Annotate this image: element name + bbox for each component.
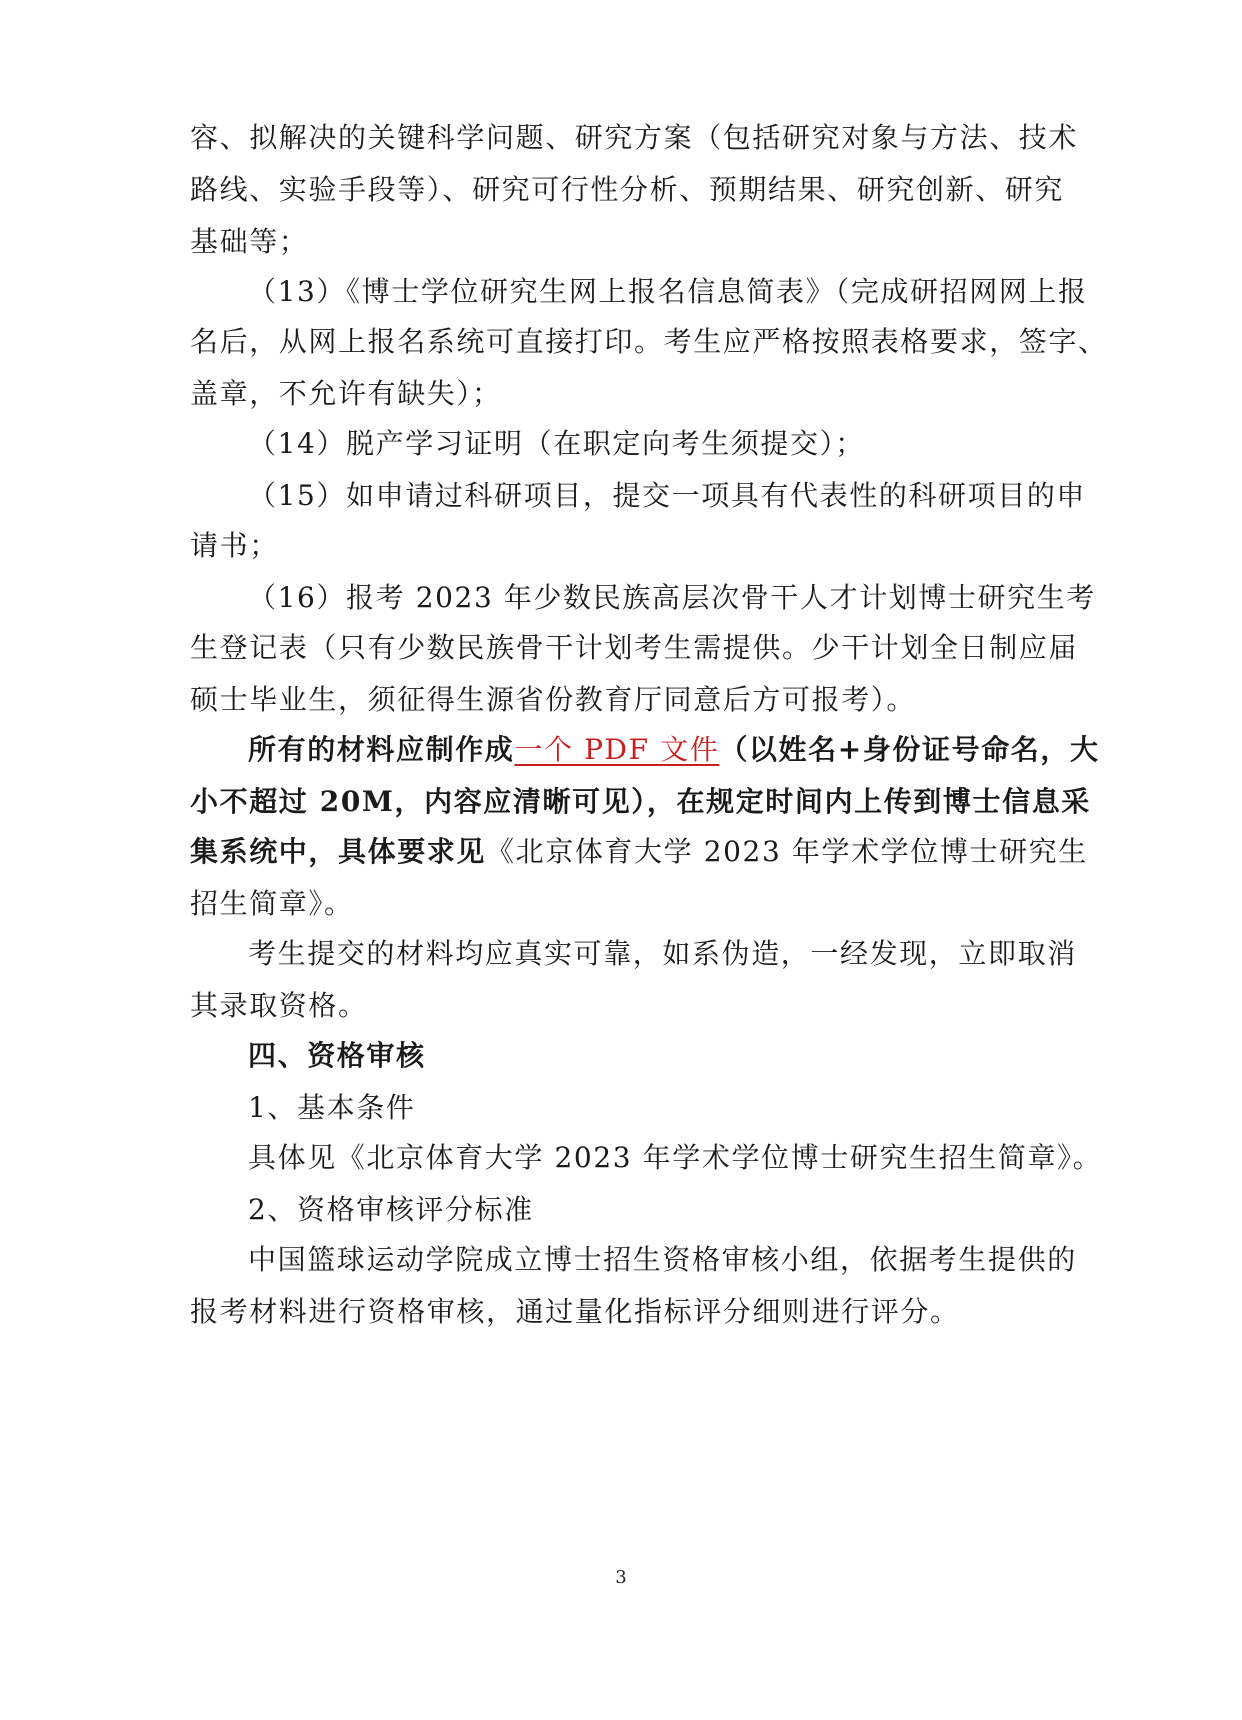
text-line: 其录取资格。 [190,989,368,1022]
text-line: 盖章，不允许有缺失）； [190,377,502,410]
bold-text: 所有的材料应制作成 [248,733,515,766]
text-line: （16）报考 2023 年少数民族高层次骨干人才计划博士研究生考 [248,581,1096,614]
text-line: 请书； [190,529,279,562]
text-line: 生登记表（只有少数民族骨干计划考生需提供。少干计划全日制应届 [190,631,1079,664]
text-line: （13）《博士学位研究生网上报名信息简表》（完成研招网网上报 [248,275,1088,308]
text-line: （15）如申请过科研项目，提交一项具有代表性的科研项目的申 [248,479,1087,512]
text-line: 报考材料进行资格审核，通过量化指标评分细则进行评分。 [190,1295,960,1328]
bold-paragraph-line [248,732,1100,768]
text-line: 具体见《北京体育大学 2023 年学术学位博士研究生招生简章》。 [248,1141,1103,1174]
regular-text: 《北京体育大学 2023 年学术学位博士研究生 [486,835,1088,868]
text-line: 硕士毕业生，须征得生源省份教育厅同意后方可报考）。 [190,683,917,716]
text-line: 招生简章》。 [190,887,354,920]
text-line: 考生提交的材料均应真实可靠，如系伪造，一经发现，立即取消 [248,937,1077,970]
subsection-heading: 1、基本条件 [248,1091,416,1124]
bold-text: 集系统中，具体要求见 [190,835,487,868]
text-line: 名后，从网上报名系统可直接打印。考生应严格按照表格要求，签字、 [190,325,1108,358]
page-number: 3 [615,1567,627,1588]
section-heading: 四、资格审核 [248,1039,426,1072]
subsection-heading: 2、资格审核评分标准 [248,1193,534,1226]
pdf-file-link[interactable]: 一个 PDF 文件 [514,733,720,766]
text-line: 容、拟解决的关键科学问题、研究方案（包括研究对象与方法、技术 [190,121,1079,154]
text-line: 基础等； [190,225,309,258]
text-line: 路线、实验手段等）、研究可行性分析、预期结果、研究创新、研究 [190,173,1065,206]
text-line: （14）脱产学习证明（在职定向考生须提交）； [248,427,865,460]
bold-paragraph-line: 小不超过 20M，内容应清晰可见），在规定时间内上传到博士信息采 [190,785,1091,818]
text-line: 中国篮球运动学院成立博士招生资格审核小组，依据考生提供的 [248,1243,1077,1276]
bold-paragraph-line [190,834,1088,870]
bold-text: （以姓名+身份证号命名，大 [719,733,1100,766]
